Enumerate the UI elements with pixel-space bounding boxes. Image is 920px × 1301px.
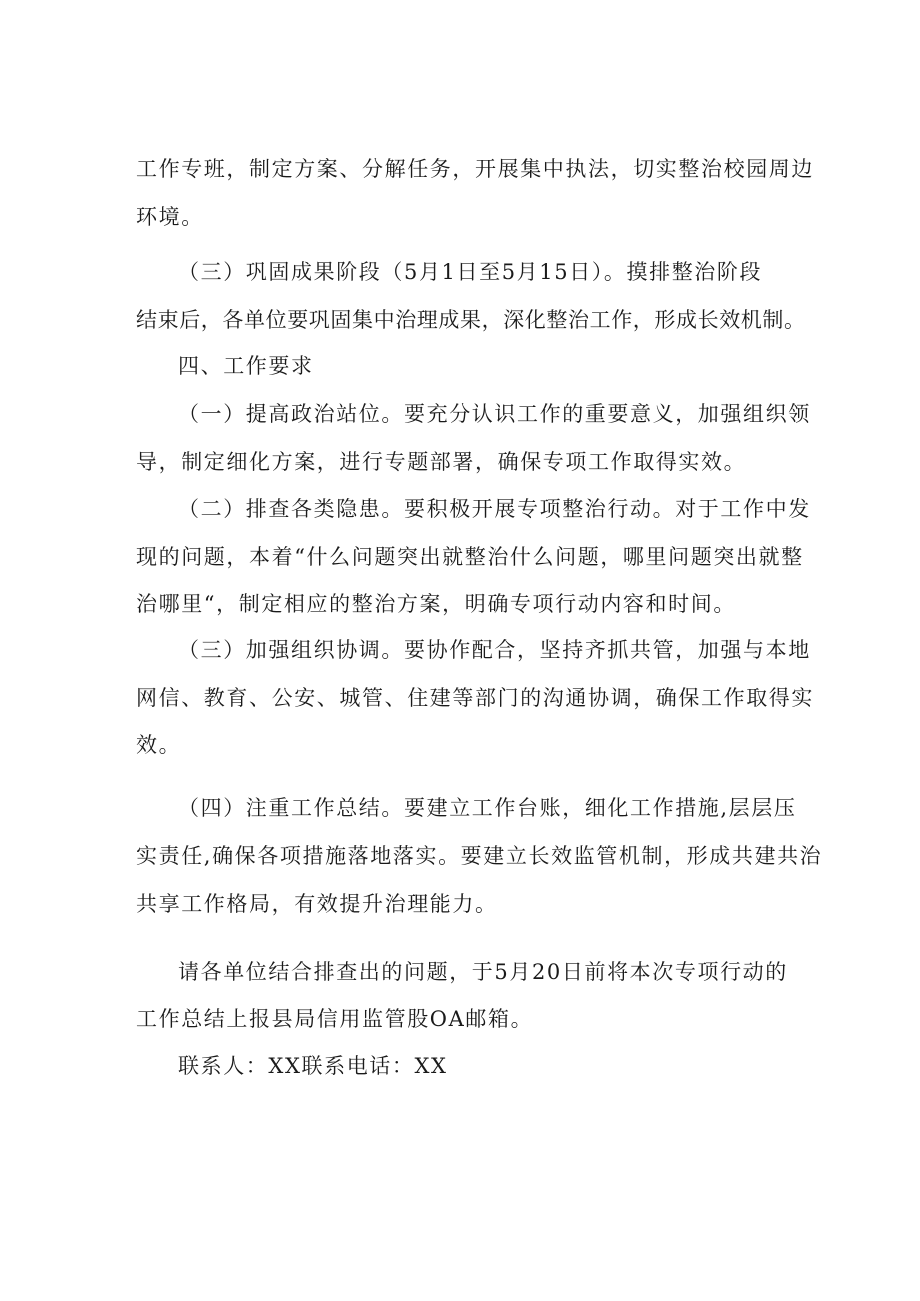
text-line: 环境。 [136, 205, 204, 229]
text-line: 现的问题，本着“什么问题突出就整治什么问题，哪里问题突出就整 [136, 545, 804, 569]
text-line: 效。 [136, 733, 182, 757]
text-line: 工作专班，制定方案、分解任务，开展集中执法，切实整治校园周边 [136, 157, 814, 181]
text-line: （一）提高政治站位。要充分认识工作的重要意义，加强组织领 [178, 402, 811, 426]
text-line: （二）排查各类隐患。要积极开展专项整治行动。对于工作中发 [178, 497, 811, 521]
text-line: 导，制定细化方案，进行专题部署，确保专项工作取得实效。 [136, 450, 747, 474]
text-line: 工作总结上报县局信用监管股OA邮箱。 [136, 1007, 534, 1031]
section-heading: 四、工作要求 [178, 354, 314, 378]
text-line: 网信、教育、公安、城管、住建等部门的沟通协调，确保工作取得实 [136, 686, 814, 710]
text-line: （三）加强组织协调。要协作配合，坚持齐抓共管，加强与本地 [178, 638, 811, 662]
text-line: 结束后，各单位要巩固集中治理成果，深化整治工作，形成长效机制。 [136, 308, 806, 332]
text-line: 请各单位结合排查出的问题，于5月20日前将本次专项行动的 [178, 960, 788, 984]
contact-line: 联系人：XX联系电话：XX [178, 1054, 448, 1078]
text-line: （三）巩固成果阶段（5月1日至5月15日）。摸排整治阶段 [178, 260, 763, 284]
text-line: 共享工作格局，有效提升治理能力。 [136, 892, 498, 916]
text-line: （四）注重工作总结。要建立工作台账，细化工作措施,层层压 [178, 796, 797, 820]
text-line: 治哪里“，制定相应的整治方案，明确专项行动内容和时间。 [136, 592, 736, 616]
text-line: 实责任,确保各项措施落地落实。要建立长效监管机制，形成共建共治 [136, 844, 823, 868]
